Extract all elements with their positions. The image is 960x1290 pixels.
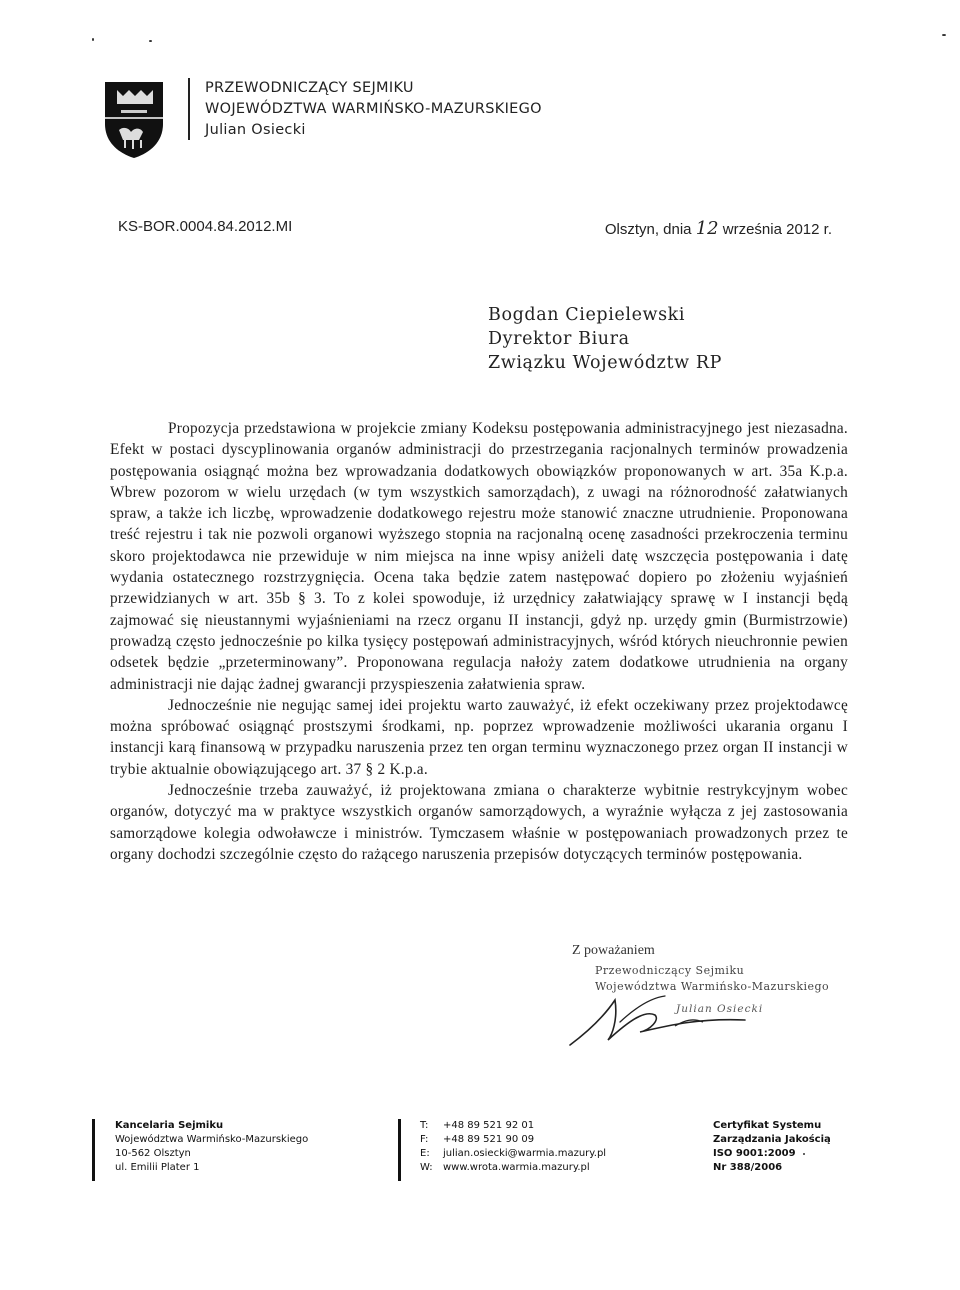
recipient-position: Dyrektor Biura [488, 329, 630, 349]
recipient-name: Bogdan Ciepielewski [488, 305, 686, 325]
footer-divider [92, 1119, 95, 1181]
recipient-organization: Związku Województw RP [488, 353, 723, 373]
footer-office-line: Kancelaria Sejmiku [115, 1120, 224, 1131]
footer-office-line: 10-562 Olsztyn [115, 1148, 191, 1159]
footer-office-line: ul. Emilii Plater 1 [115, 1162, 200, 1173]
scan-speck [92, 38, 94, 41]
date-suffix: września 2012 r. [718, 221, 832, 238]
certificate-line: Zarządzania Jakością [713, 1134, 831, 1145]
scan-speck [149, 40, 152, 42]
certificate-line: Certyfikat Systemu [713, 1120, 822, 1131]
contact-phone [420, 1119, 606, 1133]
stamp-line: Województwa Warmińsko-Mazurskiego [595, 980, 830, 993]
date-prefix: Olsztyn, dnia [604, 221, 696, 238]
certificate-line: ISO 9001:2009 [713, 1148, 796, 1159]
sender-header [205, 78, 542, 141]
sender-institution: WOJEWÓDZTWA WARMIŃSKO-MAZURSKIEGO [205, 101, 542, 117]
coat-of-arms-icon [103, 80, 165, 160]
signatory-name: Julian Osiecki [676, 1003, 764, 1015]
footer-divider [398, 1119, 401, 1181]
contact-value[interactable]: www.wrota.warmia.mazury.pl [443, 1162, 590, 1173]
footer-contacts [420, 1119, 606, 1175]
recipient-block [488, 303, 722, 375]
contact-value: +48 89 521 92 01 [443, 1120, 535, 1131]
contact-label: F: [420, 1134, 429, 1145]
body-paragraph: Jednocześnie nie negując samej idei projektu warto zauważyć, iż efekt oczekiwany przez projektodawcę można spróbować osiągnąć prostszymi środkami, np. poprzez wprowadzenie możliwości ukarania organu I instancji karą finansową w przypadku naruszenia przez ten organ terminu wyznaczonego przez organ II instancji w trybie aktualnie obowiązującego art. 37 § 2 K.p.a. [110, 696, 848, 778]
closing-phrase: Z poważaniem [572, 943, 655, 958]
body-paragraph: Jednocześnie trzeba zauważyć, iż projektowana zmiana o charakterze wybitnie restrykcyjnym wobec organów, dotyczyć ma w praktyce wszystkich organów samorządowych, a wyraźnie wyłącza z jej zastosowania samorządowe kolegia odwoławcze i ministrów. Tymczasem właśnie w postępowaniach prowadzonych przez te organy dochodzi szczególnie często do rażącego naruszenia przepisów dotyczących terminów postępowania. [110, 782, 848, 863]
reference-number: KS-BOR.0004.84.2012.MI [118, 218, 293, 235]
contact-label: W: [420, 1162, 433, 1173]
place-date [605, 218, 832, 239]
contact-website [420, 1161, 606, 1175]
footer-office-line: Województwa Warmińsko-Mazurskiego [115, 1134, 309, 1145]
contact-fax [420, 1133, 606, 1147]
contact-label: T: [420, 1120, 429, 1131]
sender-name: Julian Osiecki [205, 122, 306, 138]
stamp-line: Przewodniczący Sejmiku [595, 964, 745, 977]
contact-value[interactable]: julian.osiecki@warmia.mazury.pl [443, 1148, 607, 1159]
letter-body [110, 418, 848, 865]
certificate-line: Nr 388/2006 [713, 1162, 783, 1173]
contact-email [420, 1147, 606, 1161]
footer-office [115, 1119, 308, 1175]
date-day: 12 [695, 218, 719, 239]
contact-value: +48 89 521 90 09 [443, 1134, 535, 1145]
scan-speck [942, 34, 946, 36]
sender-title: PRZEWODNICZĄCY SEJMIKU [205, 80, 414, 96]
body-paragraph: Propozycja przedstawiona w projekcie zmiany Kodeksu postępowania administracyjnego jest niezasadna. Efekt w postaci dyscyplinowania organów administracji do przestrzegania racjonalnych terminów prowadzenia postępowania osiągnąć można bez wprowadzania dodatkowych obowiązków proponowanych w art. 35a K.p.a. Wbrew pozorom w wielu urzędach (w tym wszystkich samorządach), z uwagi na różnorodność załatwianych spraw, a także ich liczbę, wprowadzenie dodatkowego rejestru może stanowić znaczne utrudnienie. Proponowana treść rejestru i tak nie pozwoli organowi wyższego stopnia na racjonalną ocenę zasadności przekroczenia terminu skoro projektodawca nie przewiduje w nim miejsca na inne wpisy aniżeli datę wszczęcia postępowania i datę wydania ostatecznego rozstrzygnięcia. Ocena taka będzie zatem następować dopiero po złożeniu wyjaśnień przewidzianych w art. 35b § 3. To z kolei spowoduje, iż urzędnicy załatwiający sprawę w I instancji będą zajmować się nieustannymi wyjaśnieniami na rzecz organu II instancji, gdyż np. urzędy gmin (Burmistrzowie) prowadzą często jednocześnie po kilka tysięcy postępowań administracyjnych, wśród których nieuchronnie pewien odsetek będzie „przeterminowany”. Proponowana regulacja nałoży zatem dodatkowe utrudnienia na organy administracji nie dając żadnej gwarancji przyspieszenia załatwienia spraw. [110, 420, 848, 693]
footer-certificate [713, 1119, 831, 1175]
header-divider [188, 78, 190, 140]
handwritten-signature [560, 990, 760, 1050]
contact-label: E: [420, 1148, 430, 1159]
